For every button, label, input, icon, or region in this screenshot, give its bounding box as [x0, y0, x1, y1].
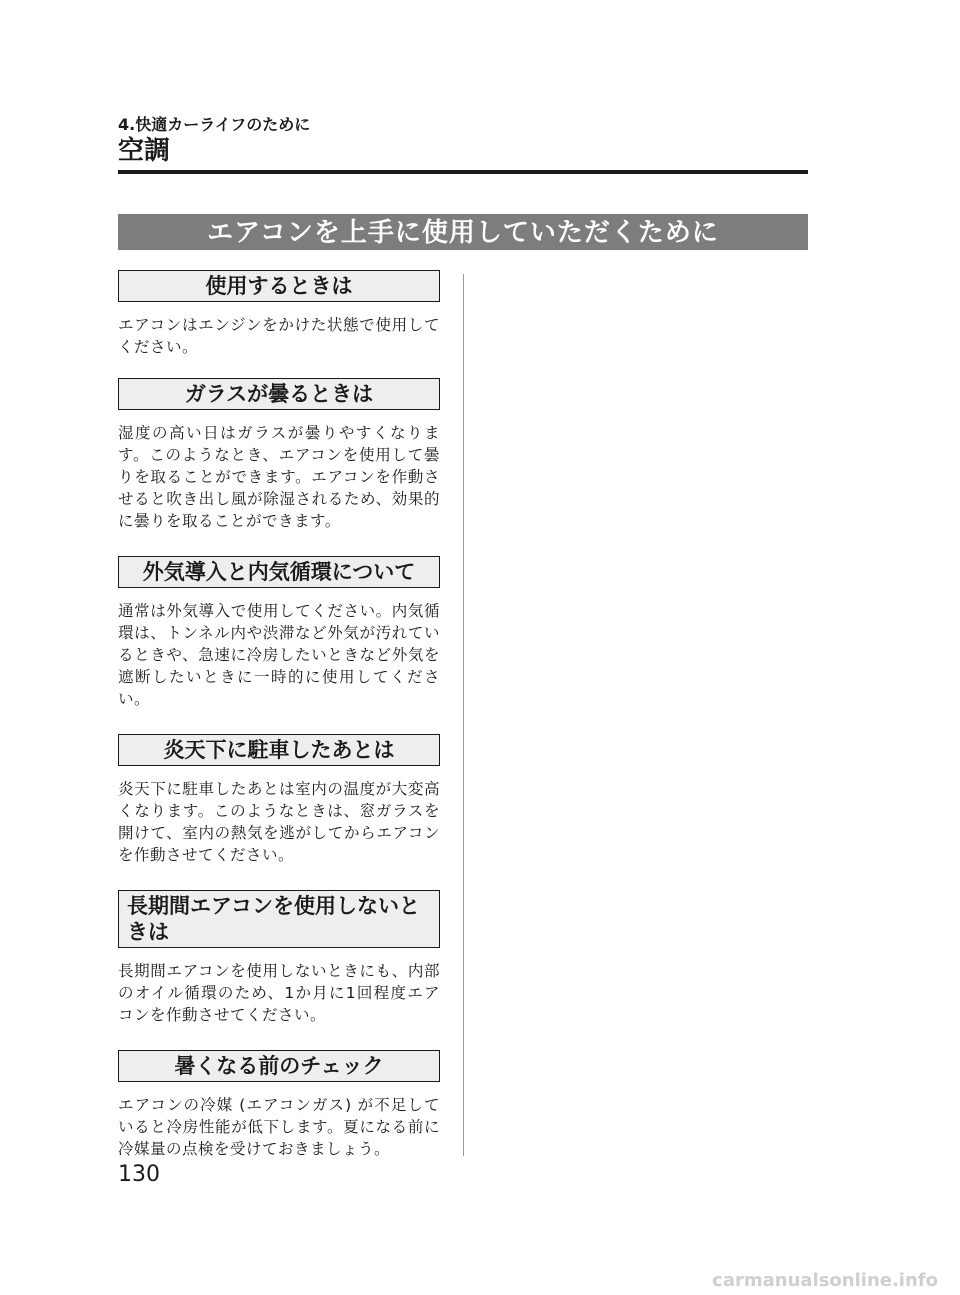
heading-long-term: 長期間エアコンを使用しないときは [118, 890, 440, 948]
column-divider [463, 274, 464, 1156]
watermark: carmanualsonline.info [712, 1270, 938, 1291]
paragraph-usage: エアコンはエンジンをかけた状態で使用してください。 [118, 316, 440, 356]
page-number: 130 [118, 1162, 160, 1187]
header-rule [118, 170, 808, 174]
paragraph-fogging: 湿度の高い日はガラスが曇りやすくなります。このようなとき、エアコンを使用して曇りを取ることができます。エアコンを作動させると吹き出し風が除湿されるため、効果的に曇りを取ることができます。 [118, 424, 440, 530]
heading-hot-parking: 炎天下に駐車したあとは [118, 734, 440, 766]
content-column [118, 270, 440, 1160]
heading-usage: 使用するときは [118, 270, 440, 302]
paragraph-long-term: 長期間エアコンを使用しないときにも、内部のオイル循環のため、1か月に1回程度エアコンを作動させてください。 [118, 962, 440, 1024]
paragraph-pre-summer-check: エアコンの冷媒 (エアコンガス) が不足していると冷房性能が低下します。夏になる前に冷媒量の点検を受けておきましょう。 [118, 1096, 440, 1158]
page-title: 空調 [118, 136, 171, 166]
heading-pre-summer-check: 暑くなる前のチェック [118, 1050, 440, 1082]
heading-fogging: ガラスが曇るときは [118, 378, 440, 410]
heading-air-intake: 外気導入と内気循環について [118, 556, 440, 588]
paragraph-hot-parking: 炎天下に駐車したあとは室内の温度が大変高くなります。このようなときは、窓ガラスを開けて、室内の熱気を逃がしてからエアコンを作動させてください。 [118, 780, 440, 864]
section-banner: エアコンを上手に使用していただくために [118, 214, 808, 250]
paragraph-air-intake: 通常は外気導入で使用してください。内気循環は、トンネル内や渋滞など外気が汚れているときや、急速に冷房したいときなど外気を遮断したいときに一時的に使用してください。 [118, 602, 440, 708]
chapter-label: 4.快適カーライフのために [118, 115, 311, 134]
